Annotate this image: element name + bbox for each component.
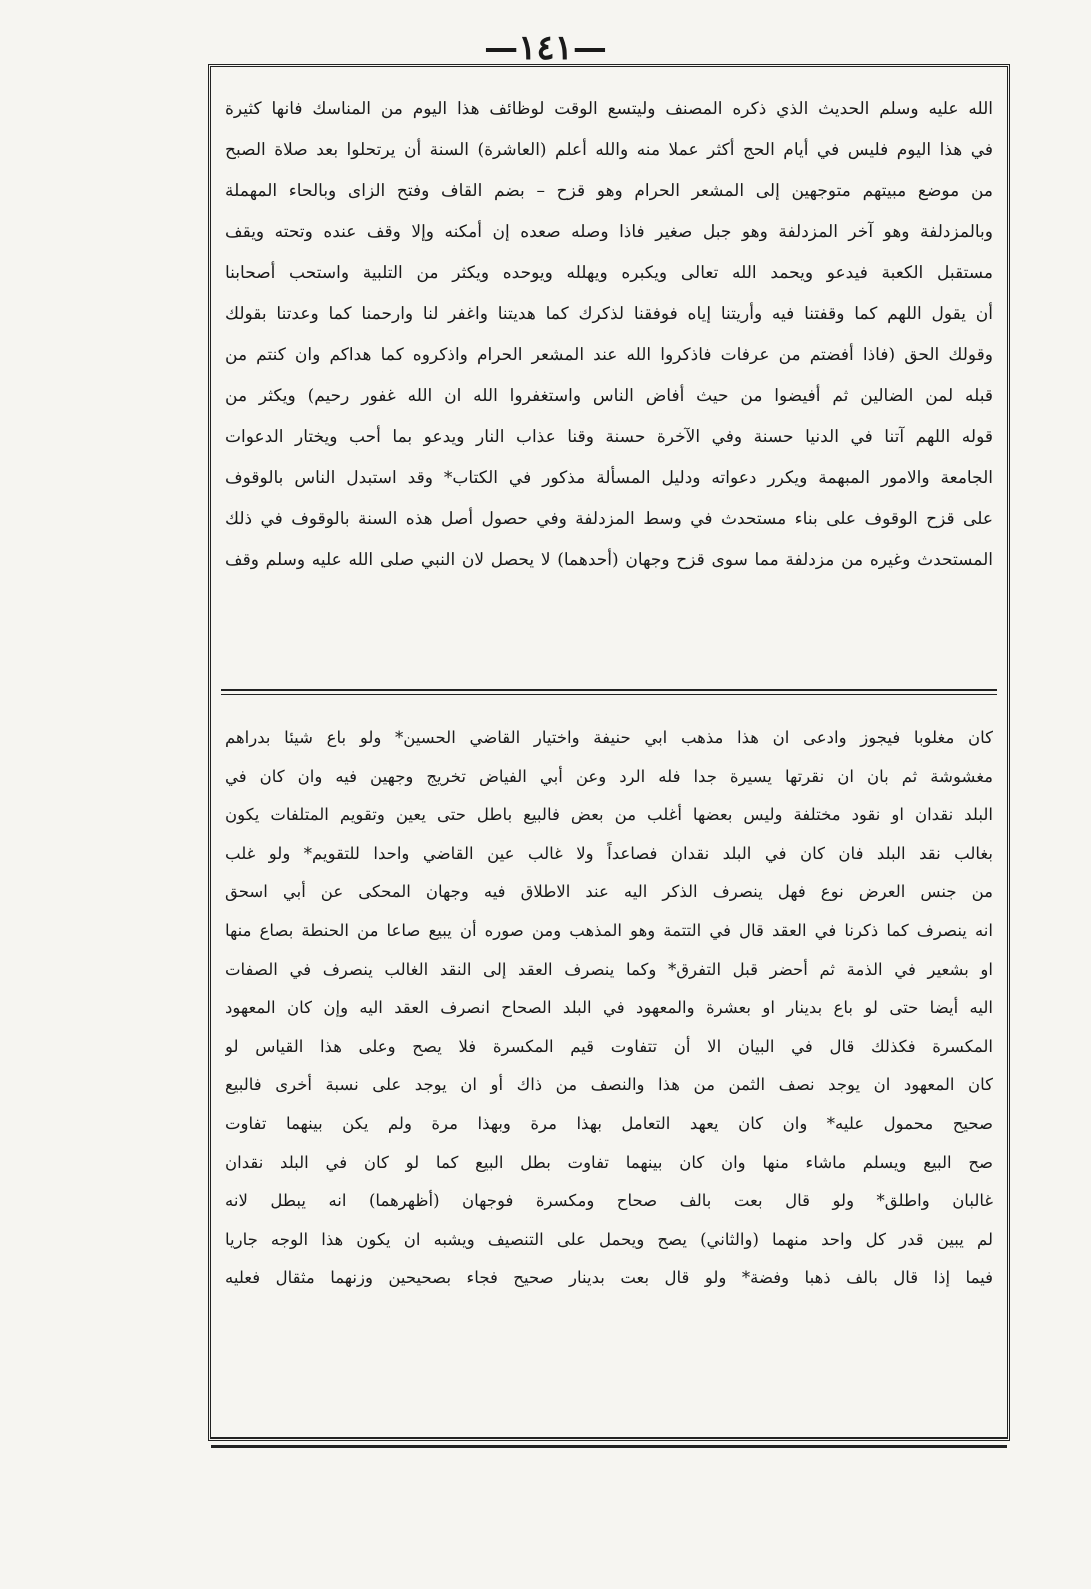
divider-thin-rule-left [221,694,619,695]
commentary-line: لم يبين قدر كل واحد منهما (والثاني) يصح ويحمل على التنصيف ويشبه ان يكون هذا الوجه جاريا [225,1229,993,1249]
frame-bottom-rule [211,1437,1007,1448]
commentary-line: المكسرة فكذلك قال في البيان الا أن تتفاوت قيم المكسرة فلا يصح وعلى هذا القياس لو [225,1036,993,1056]
commentary-line: كان المعهود ان يوجد نصف الثمن من هذا والنصف من ذاك أو ان يوجد على نسبة أخرى فالبيع [225,1075,993,1095]
commentary-line: او بشعير في الذمة ثم أحضر قبل التفرق* وكما ينصرف العقد إلى النقد الغالب ينصرف في الصفات [225,959,993,979]
main-text-line: من موضع مبيتهم متوجهين إلى المشعر الحرام وهو قزح – بضم القاف وفتح الزاى وبالحاء المهملة [225,181,993,201]
commentary-line: من جنس العرض نوع فهل ينصرف الذكر اليه عند الاطلاق فيه وجهان المحكى عن أبي اسحق [225,882,993,902]
main-text-block [225,89,993,581]
commentary-line: صح البيع ويسلم ماشاء منها وان كان بينهما تفاوت بطل البيع كما لو كان في البلد نقدان [225,1152,993,1172]
main-text-line: أن يقول اللهم كما وقفتنا فيه وأريتنا إياه فوفقنا لذكرك كما هديتنا واغفر لنا وارحمنا كما وعدتنا بقولك [225,304,993,324]
commentary-line: كان مغلوبا فيجوز وادعى ان هذا مذهب ابي حنيفة واختيار القاضي الحسين* ولو باع شيئا بدراهم [225,728,993,747]
main-text-line: قبله لمن الضالين ثم أفيضوا من حيث أفاض الناس واستغفروا الله ان الله غفور رحيم) ويكثر من [225,386,993,406]
divider-rule-right [615,689,997,691]
divider-rule-left [221,689,619,691]
main-text-line: وبالمزدلفة وهو آخر المزدلفة وهو جبل صغير فاذا وصله صعده إن أمكنه وإلا وقف عنده وتحته ويقف [225,222,993,242]
commentary-line: اليه أيضا حتى لو باع بدينار او بعشرة والمعهود في البلد الصحاح انصرف العقد اليه وإن كان المعهود [225,998,993,1018]
page-number: —١٤١— [484,28,607,68]
commentary-line: غالبان واطلق* ولو قال بعت بالف صحاح ومكسرة فوجهان (أظهرهما) انه يبطل لانه [225,1191,993,1211]
divider-thin-rule-right [615,694,997,695]
main-text-line: مستقبل الكعبة فيدعو ويحمد الله تعالى ويكبره ويهلله ويوحده ويكثر من التلبية واستحب أصحابنا [225,263,993,283]
commentary-text-block [225,719,993,1298]
commentary-line: مغشوشة ثم بان ان نقرتها يسيرة جدا فله الرد وعن أبي الفياض تخريج وجهين فيه وان كان في [225,766,993,786]
commentary-line: بغالب نقد البلد فان كان في البلد نقدان فصاعداً ولا غالب عين القاضي واحدا للتقويم* ولو غلب [225,843,993,863]
commentary-line: انه ينصرف كما ذكرنا في العقد قال في التتمة وهو المذهب ومن صوره أن يبيع صاعا من الحنطة بصاع منها [225,920,993,940]
commentary-line: البلد نقدان او نقود مختلفة وليس بعضها أغلب من بعض فالبيع باطل حتى يعين وتقويم المتلفات يكون [225,805,993,825]
commentary-line: فيما إذا قال بالف ذهبا وفضة* ولو قال بعت بدينار صحيح فجاء بصحيحين وزنهما مثقال فعليه [225,1268,993,1288]
commentary-line: صحيح محمول عليه* وان كان يعهد التعامل بهذا مرة وبهذا مرة ولم يكن بينهما تفاوت [225,1113,993,1133]
main-text-line: الله عليه وسلم الحديث الذي ذكره المصنف وليتسع الوقت لوظائف هذا اليوم من المناسك فانها كثيرة [225,99,993,119]
main-text-line: الجامعة والامور المبهمة ويكرر دعواته ودليل المسألة مذكور في الكتاب* وقد استبدل الناس بالوقوف [225,468,993,488]
main-text-line: في هذا اليوم فليس في أيام الحج أكثر عملا منه والله أعلم (العاشرة) السنة أن يرتحلوا بعد صلاة الصبح [225,140,993,160]
main-text-line: وقولك الحق (فاذا أفضتم من عرفات فاذكروا الله عند المشعر الحرام واذكروه كما هداكم وان كنتم من [225,345,993,365]
main-text-line: قوله اللهم آتنا في الدنيا حسنة وفي الآخرة حسنة وقنا عذاب النار ويدعو بما أحب ويختار الدعوات [225,427,993,447]
main-text-line: على قزح الوقوف على بناء مستحدث في وسط المزدلفة وفي حصول أصل هذه السنة بالوقوف في ذلك [225,509,993,529]
main-text-line: المستحدث وغيره من مزدلفة مما سوى قزح وجهان (أحدهما) لا يحصل لان النبي صلى الله عليه وسلم وقف [225,550,993,570]
page-frame [208,64,1010,1441]
